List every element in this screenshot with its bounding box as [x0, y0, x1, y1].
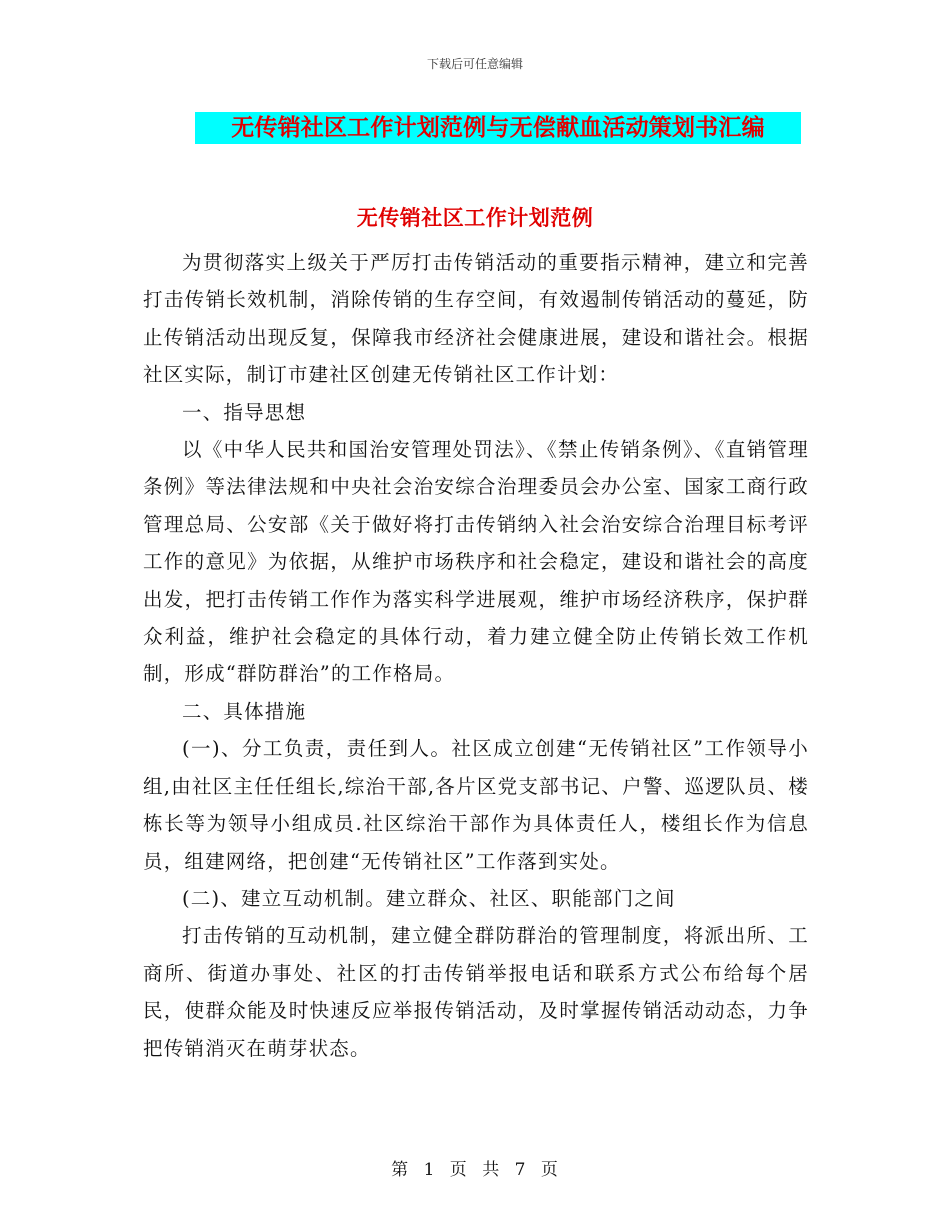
document-main-title: 无传销社区工作计划范例与无偿献血活动策划书汇编	[195, 112, 801, 144]
footer-page-word: 页	[449, 1160, 468, 1180]
paragraph-measure-1: (一)、分工负责，责任到人。社区成立创建“无传销社区”工作领导小组,由社区主任任组长,综治干部,各片区党支部书记、户警、巡逻队员、楼栋长等为领导小组成员.社区综治干部作为具体责任人，楼组长作为信息员，组建网络，把创建“无传销社区”工作落到实处。	[143, 737, 809, 873]
footer-total-word: 共	[482, 1160, 501, 1180]
paragraph-guiding-ideology: 以《中华人民共和国治安管理处罚法》、《禁止传销条例》、《直销管理条例》等法律法规和中央社会治安综合治理委员会办公室、国家工商行政管理总局、公安部《关于做好将打击传销纳入社会治安综合治理目标考评工作的意见》为依据，从维护市场秩序和社会稳定，建设和谐社会的高度出发，把打击传销工作作为落实科学进展观，维护市场经济秩序，保护群众利益，维护社会稳定的具体行动，着力建立健全防止传销长效工作机制，形成“群防群治”的工作格局。	[143, 438, 809, 686]
page-footer	[0, 1155, 950, 1180]
heading-specific-measures: 二、具体措施	[182, 699, 307, 723]
paragraph-intro: 为贯彻落实上级关于严厉打击传销活动的重要指示精神，建立和完善打击传销长效机制，消除传销的生存空间，有效遏制传销活动的蔓延，防止传销活动出现反复，保障我市经济社会健康进展，建设和谐社会。根据社区实际，制订市建社区创建无传销社区工作计划：	[143, 251, 809, 387]
section-title: 无传销社区工作计划范例	[356, 205, 594, 230]
document-body	[143, 244, 809, 1067]
footer-total-pages: 7	[514, 1160, 527, 1180]
paragraph-measure-2-title: (二)、建立互动机制。建立群众、社区、职能部门之间	[182, 886, 676, 910]
paragraph-measure-2-body: 打击传销的互动机制，建立健全群防群治的管理制度，将派出所、工商所、街道办事处、社区的打击传销举报电话和联系方式公布给每个居民，使群众能及时快速反应举报传销活动，及时掌握传销活动动态，力争把传销消灭在萌芽状态。	[143, 924, 809, 1060]
footer-suffix: 页	[540, 1160, 559, 1180]
heading-guiding-ideology: 一、指导思想	[182, 400, 307, 424]
footer-prefix: 第	[391, 1160, 410, 1180]
header-note: 下载后可任意编辑	[426, 57, 523, 71]
footer-current-page: 1	[423, 1160, 436, 1180]
